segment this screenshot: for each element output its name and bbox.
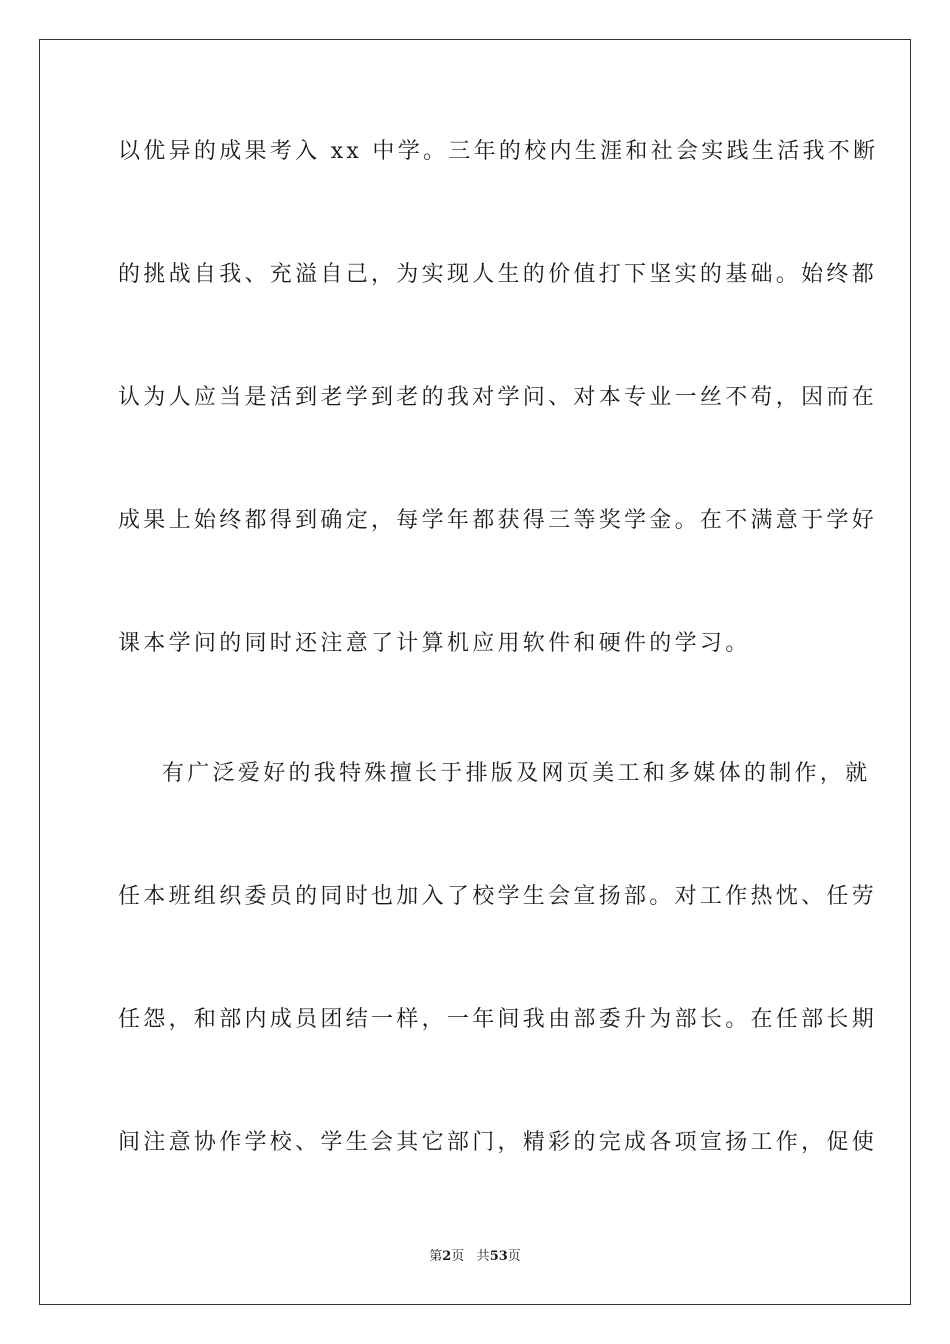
body-text-line-3: 认为人应当是活到老学到老的我对学问、对本专业一丝不苟，因而在 <box>118 385 878 410</box>
body-text-line-1: 以优异的成果考入 xx 中学。三年的校内生涯和社会实践生活我不断 <box>118 139 879 164</box>
page-border <box>39 39 911 1305</box>
page-prefix: 第 <box>429 1249 443 1264</box>
body-text-line-7: 任本班组织委员的同时也加入了校学生会宣扬部。对工作热忱、任劳 <box>118 884 878 909</box>
body-text-line-4: 成果上始终都得到确定，每学年都获得三等奖学金。在不满意于学好 <box>118 508 878 533</box>
total-prefix: 共 <box>476 1249 490 1264</box>
page-number: 2 <box>442 1249 452 1264</box>
page-footer <box>0 1248 950 1266</box>
body-text-line-9: 间注意协作学校、学生会其它部门，精彩的完成各项宣扬工作，促使 <box>118 1130 878 1155</box>
total-pages: 53 <box>489 1249 508 1264</box>
page-suffix: 页 <box>451 1249 465 1264</box>
total-suffix: 页 <box>507 1249 521 1264</box>
body-text-line-5: 课本学问的同时还注意了计算机应用软件和硬件的学习。 <box>118 631 751 656</box>
body-text-line-2: 的挑战自我、充溢自己，为实现人生的价值打下坚实的基础。始终都 <box>118 262 878 287</box>
body-text-line-6: 有广泛爱好的我特殊擅长于排版及网页美工和多媒体的制作，就 <box>162 761 871 786</box>
body-text-line-8: 任怨，和部内成员团结一样，一年间我由部委升为部长。在任部长期 <box>118 1007 878 1032</box>
